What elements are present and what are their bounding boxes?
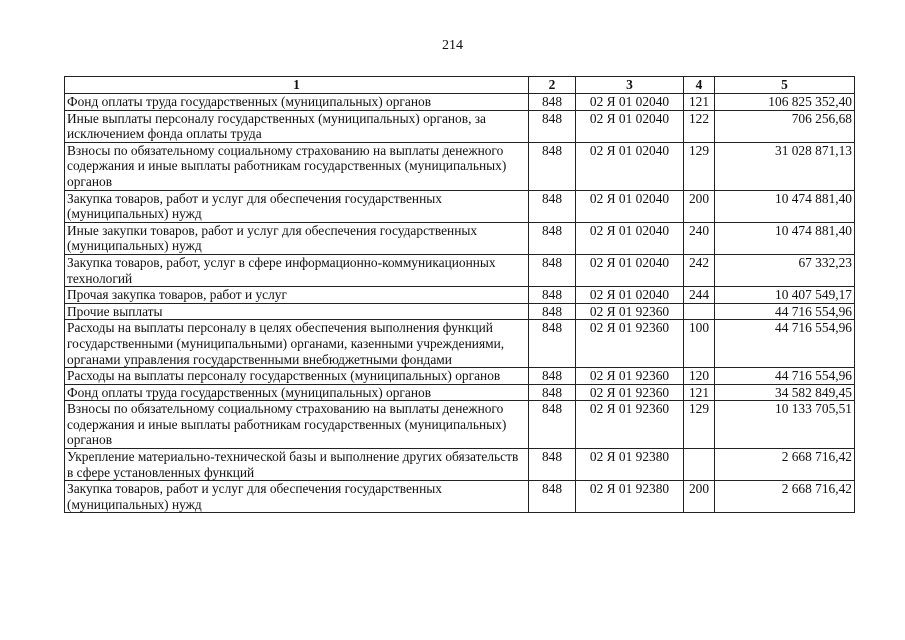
header-col-5: 5 (715, 77, 855, 94)
row-target-code: 02 Я 01 92360 (576, 368, 684, 385)
row-type-code (684, 449, 715, 481)
row-target-code: 02 Я 01 92360 (576, 320, 684, 368)
table-row (65, 287, 855, 304)
row-target-code: 02 Я 01 02040 (576, 190, 684, 222)
table-row (65, 190, 855, 222)
row-type-code: 122 (684, 110, 715, 142)
header-col-3: 3 (576, 77, 684, 94)
row-name: Расходы на выплаты персоналу государственных (муниципальных) органов (65, 368, 529, 385)
row-amount: 706 256,68 (715, 110, 855, 142)
row-amount: 2 668 716,42 (715, 481, 855, 513)
row-amount: 44 716 554,96 (715, 368, 855, 385)
row-type-code: 244 (684, 287, 715, 304)
row-amount: 10 474 881,40 (715, 222, 855, 254)
table-row (65, 320, 855, 368)
table-row (65, 222, 855, 254)
row-admin-code: 848 (529, 110, 576, 142)
row-amount: 44 716 554,96 (715, 320, 855, 368)
row-name: Расходы на выплаты персоналу в целях обеспечения выполнения функций государственными (муниципальными) органами, казенными учреждениями, органами управления государственными внебюджетными фондами (65, 320, 529, 368)
table-row (65, 481, 855, 513)
row-target-code: 02 Я 01 02040 (576, 222, 684, 254)
table-row (65, 449, 855, 481)
row-type-code: 129 (684, 142, 715, 190)
row-amount: 10 133 705,51 (715, 401, 855, 449)
row-admin-code: 848 (529, 94, 576, 111)
row-amount: 34 582 849,45 (715, 384, 855, 401)
row-target-code: 02 Я 01 92360 (576, 401, 684, 449)
table-row (65, 254, 855, 286)
row-name: Укрепление материально-технической базы и выполнение других обязательств в сфере установленных функций (65, 449, 529, 481)
row-name: Взносы по обязательному социальному страхованию на выплаты денежного содержания и иные выплаты работникам государственных (муниципальных) органов (65, 401, 529, 449)
row-amount: 106 825 352,40 (715, 94, 855, 111)
row-name: Иные закупки товаров, работ и услуг для обеспечения государственных (муниципальных) нужд (65, 222, 529, 254)
table-row (65, 110, 855, 142)
row-admin-code: 848 (529, 384, 576, 401)
row-type-code: 121 (684, 384, 715, 401)
row-name: Фонд оплаты труда государственных (муниципальных) органов (65, 94, 529, 111)
row-type-code: 240 (684, 222, 715, 254)
row-type-code: 129 (684, 401, 715, 449)
row-type-code (684, 303, 715, 320)
row-admin-code: 848 (529, 142, 576, 190)
table-row (65, 94, 855, 111)
budget-table (64, 76, 855, 513)
row-target-code: 02 Я 01 92380 (576, 481, 684, 513)
row-type-code: 200 (684, 481, 715, 513)
table-row (65, 401, 855, 449)
header-col-1: 1 (65, 77, 529, 94)
header-row (65, 77, 855, 94)
row-type-code: 200 (684, 190, 715, 222)
header-col-2: 2 (529, 77, 576, 94)
row-target-code: 02 Я 01 02040 (576, 142, 684, 190)
row-target-code: 02 Я 01 92360 (576, 384, 684, 401)
row-name: Прочие выплаты (65, 303, 529, 320)
row-type-code: 100 (684, 320, 715, 368)
row-amount: 44 716 554,96 (715, 303, 855, 320)
row-type-code: 120 (684, 368, 715, 385)
row-amount: 10 407 549,17 (715, 287, 855, 304)
row-name: Иные выплаты персоналу государственных (муниципальных) органов, за исключением фонда оплаты труда (65, 110, 529, 142)
table-row (65, 384, 855, 401)
header-col-4: 4 (684, 77, 715, 94)
row-name: Прочая закупка товаров, работ и услуг (65, 287, 529, 304)
row-target-code: 02 Я 01 02040 (576, 287, 684, 304)
row-name: Фонд оплаты труда государственных (муниципальных) органов (65, 384, 529, 401)
row-admin-code: 848 (529, 368, 576, 385)
row-target-code: 02 Я 01 02040 (576, 110, 684, 142)
row-admin-code: 848 (529, 303, 576, 320)
table-row (65, 303, 855, 320)
row-admin-code: 848 (529, 287, 576, 304)
table-row (65, 368, 855, 385)
row-name: Закупка товаров, работ и услуг для обеспечения государственных (муниципальных) нужд (65, 481, 529, 513)
row-amount: 31 028 871,13 (715, 142, 855, 190)
row-admin-code: 848 (529, 449, 576, 481)
row-target-code: 02 Я 01 02040 (576, 254, 684, 286)
row-type-code: 121 (684, 94, 715, 111)
row-name: Закупка товаров, работ, услуг в сфере информационно-коммуникационных технологий (65, 254, 529, 286)
row-amount: 2 668 716,42 (715, 449, 855, 481)
row-target-code: 02 Я 01 92360 (576, 303, 684, 320)
row-target-code: 02 Я 01 02040 (576, 94, 684, 111)
page-number: 214 (442, 38, 463, 53)
row-admin-code: 848 (529, 320, 576, 368)
table-row (65, 142, 855, 190)
row-admin-code: 848 (529, 401, 576, 449)
row-name: Закупка товаров, работ и услуг для обеспечения государственных (муниципальных) нужд (65, 190, 529, 222)
row-admin-code: 848 (529, 190, 576, 222)
row-amount: 10 474 881,40 (715, 190, 855, 222)
row-target-code: 02 Я 01 92380 (576, 449, 684, 481)
row-type-code: 242 (684, 254, 715, 286)
row-amount: 67 332,23 (715, 254, 855, 286)
row-admin-code: 848 (529, 481, 576, 513)
row-name: Взносы по обязательному социальному страхованию на выплаты денежного содержания и иные выплаты работникам государственных (муниципальных) органов (65, 142, 529, 190)
row-admin-code: 848 (529, 222, 576, 254)
row-admin-code: 848 (529, 254, 576, 286)
